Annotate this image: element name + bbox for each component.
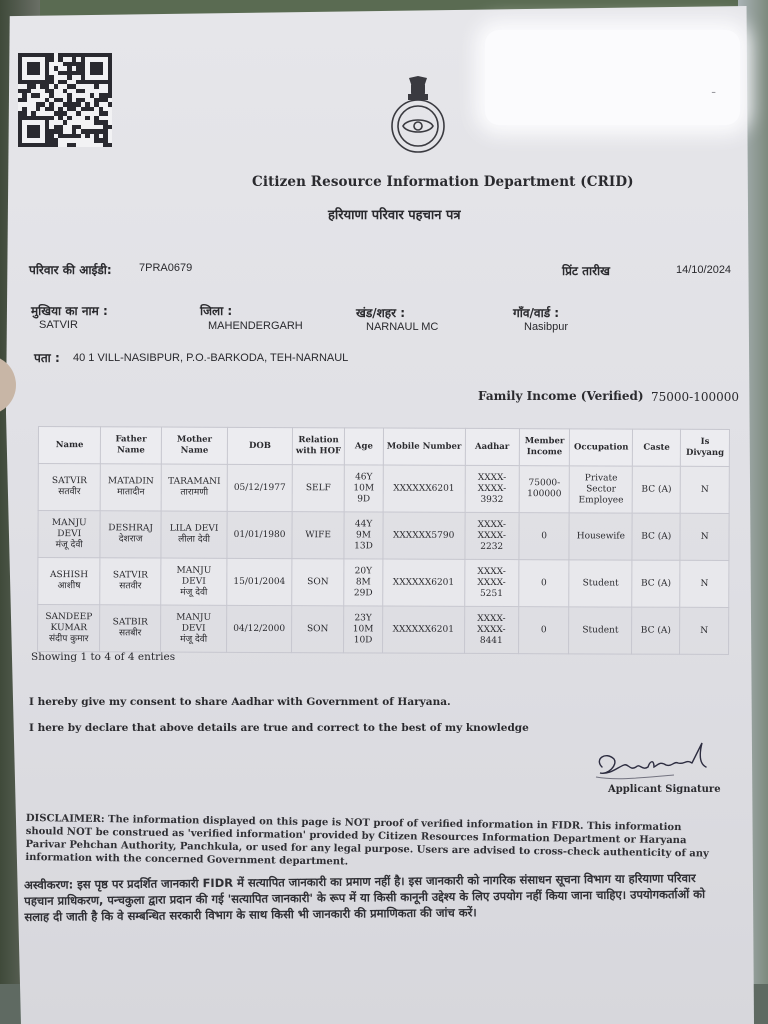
village-label: गाँव/वार्ड : — [513, 306, 560, 320]
cell-relation: WIFE — [292, 512, 345, 559]
cell-occupation: Student — [569, 560, 632, 607]
cell-caste: BC (A) — [632, 513, 680, 560]
family-id-value: 7PRA0679 — [139, 262, 193, 274]
aadhar-consent-text: I hereby give my consent to share Aadhar with Government of Haryana. — [29, 696, 451, 708]
cell-age: 20Y 8M 29D — [344, 559, 382, 606]
cell-mother: MANJU DEVI मंजू देवी — [160, 605, 227, 652]
cell-dob: 15/01/2004 — [227, 558, 292, 605]
col-header-mother: Mother Name — [161, 427, 228, 464]
block-value: NARNAUL MC — [366, 321, 439, 333]
cell-name: SANDEEP KUMAR संदीप कुमार — [38, 605, 101, 652]
table-row — [38, 511, 729, 561]
village-value: Nasibpur — [524, 321, 569, 333]
cell-caste: BC (A) — [632, 466, 680, 513]
family-income-value: 75000-100000 — [651, 390, 740, 404]
cell-relation: SELF — [292, 465, 345, 512]
print-date-label: प्रिंट तारीख — [562, 264, 610, 278]
disclaimer-body: The information displayed on this page is NOT proof of verified information in FIDR. This information should NOT be construed as 'verified information' provided by Citizen Resources Information Department or Haryana Parivar Pehchan Authority, Panchkula, or used for any legal purpose. Users are advised to cross-check authenticity of any information with the concerned Government department. — [25, 814, 709, 868]
head-label: मुखिया का नाम : — [31, 304, 108, 318]
cell-divyang: N — [680, 607, 729, 654]
cell-mother: TARAMANI तारामणी — [161, 464, 228, 511]
col-header-dob: DOB — [228, 427, 293, 464]
redacted-text-fragment: - — [711, 84, 716, 100]
family-id-label: परिवार की आईडी: — [29, 263, 112, 277]
print-date-value: 14/10/2024 — [676, 264, 732, 276]
address-value: 40 1 VILL-NASIBPUR, P.O.-BARKODA, TEH-NARNAUL — [73, 352, 349, 364]
cell-divyang: N — [680, 466, 729, 513]
entries-count: Showing 1 to 4 of 4 entries — [31, 651, 176, 663]
disclaimer-heading: DISCLAIMER: — [25, 812, 105, 826]
cell-father: DESHRAJ देशराज — [100, 511, 161, 558]
col-header-member-income: Member Income — [519, 429, 570, 466]
col-header-mobile: Mobile Number — [383, 428, 465, 465]
table-header-row — [38, 427, 729, 467]
cell-divyang: N — [680, 513, 729, 560]
table-row — [38, 464, 729, 514]
cell-member-income: 0 — [519, 560, 570, 607]
cell-name: SATVIR सतवीर — [38, 464, 101, 511]
cell-divyang: N — [680, 560, 729, 607]
col-header-aadhar: Aadhar — [465, 428, 519, 465]
cell-aadhar: XXXX- XXXX- 3932 — [465, 465, 519, 512]
cell-aadhar: XXXX- XXXX- 2232 — [465, 512, 519, 559]
district-label: जिला : — [200, 304, 233, 318]
qr-code-icon — [18, 53, 112, 147]
cell-mobile: XXXXXX5790 — [383, 512, 465, 559]
cell-occupation: Private Sector Employee — [570, 466, 633, 513]
col-header-name: Name — [38, 427, 101, 464]
cell-mobile: XXXXXX6201 — [382, 606, 464, 653]
disclaimer-english — [25, 812, 716, 874]
state-emblem-icon — [387, 76, 449, 154]
cell-mother: MANJU DEVI मंजू देवी — [161, 558, 228, 605]
applicant-signature — [588, 737, 716, 785]
cell-occupation: Housewife — [569, 513, 632, 560]
cell-relation: SON — [292, 559, 345, 606]
cell-occupation: Student — [569, 607, 632, 654]
col-header-age: Age — [345, 428, 383, 465]
col-header-caste: Caste — [633, 429, 681, 466]
cell-dob: 04/12/2000 — [227, 605, 292, 652]
cell-age: 44Y 9M 13D — [344, 512, 382, 559]
cell-mobile: XXXXXX6201 — [383, 465, 465, 512]
department-title: Citizen Resource Information Department (CRID) — [252, 174, 634, 190]
col-header-relation: Relation with HOF — [292, 428, 345, 465]
cell-father: SATVIR सतवीर — [100, 558, 161, 605]
cell-age: 23Y 10M 10D — [344, 606, 382, 653]
disclaimer-hindi: अस्वीकरण: इस पृष्ठ पर प्रदर्शित जानकारी FIDR में सत्यापित जानकारी का प्रमाण नहीं है। इस जानकारी को नागरिक संसाधन सूचना विभाग या हरियाणा परिवार पहचान प्राधिकरण, पन्चकुला द्वारा प्रदान की गई 'सत्यापित जानकारी' के रूप में या किसी कानूनी उद्देश्य के लिए उपयोग नहीं किया जाना चाहिए। उपयोगकर्ताओं को सलाह दी जाती है कि वे सम्बन्धित सरकारी विभाग के साथ किसी भी जानकारी की प्रमाणिकता की जांच करें। — [24, 870, 706, 924]
cell-dob: 01/01/1980 — [227, 511, 292, 558]
cell-name: MANJU DEVI मंजू देवी — [38, 511, 101, 558]
cell-aadhar: XXXX- XXXX- 8441 — [464, 606, 518, 653]
cell-member-income: 75000- 100000 — [519, 466, 570, 513]
col-header-divyang: Is Divyang — [681, 429, 730, 466]
cell-aadhar: XXXX- XXXX- 5251 — [464, 559, 518, 606]
cell-caste: BC (A) — [632, 560, 680, 607]
cell-father: SATBIR सतबीर — [100, 605, 161, 652]
cell-member-income: 0 — [518, 607, 569, 654]
cell-age: 46Y 10M 9D — [345, 465, 383, 512]
head-value: SATVIR — [39, 319, 78, 331]
cell-relation: SON — [291, 606, 344, 653]
declaration-text: I here by declare that above details are true and correct to the best of my knowledge — [29, 722, 529, 734]
cell-member-income: 0 — [519, 513, 570, 560]
cell-caste: BC (A) — [632, 607, 680, 654]
block-label: खंड/शहर : — [356, 306, 406, 320]
cell-dob: 05/12/1977 — [227, 464, 292, 511]
address-label: पता : — [34, 351, 60, 365]
cell-name: ASHISH आशीष — [38, 558, 101, 605]
col-header-occupation: Occupation — [570, 429, 633, 466]
table-row — [38, 605, 729, 655]
cell-mother: LILA DEVI लीला देवी — [161, 511, 228, 558]
col-header-father: Father Name — [101, 427, 162, 464]
family-members-table — [37, 426, 730, 655]
cell-mobile: XXXXXX6201 — [382, 559, 464, 606]
district-value: MAHENDERGARH — [208, 320, 303, 332]
document-title: हरियाणा परिवार पहचान पत्र — [328, 208, 461, 223]
family-income-label: Family Income (Verified) — [478, 389, 644, 403]
table-row — [38, 558, 729, 608]
cell-father: MATADIN मातादीन — [101, 464, 162, 511]
signature-label: Applicant Signature — [608, 784, 721, 795]
redacted-region — [485, 30, 740, 125]
